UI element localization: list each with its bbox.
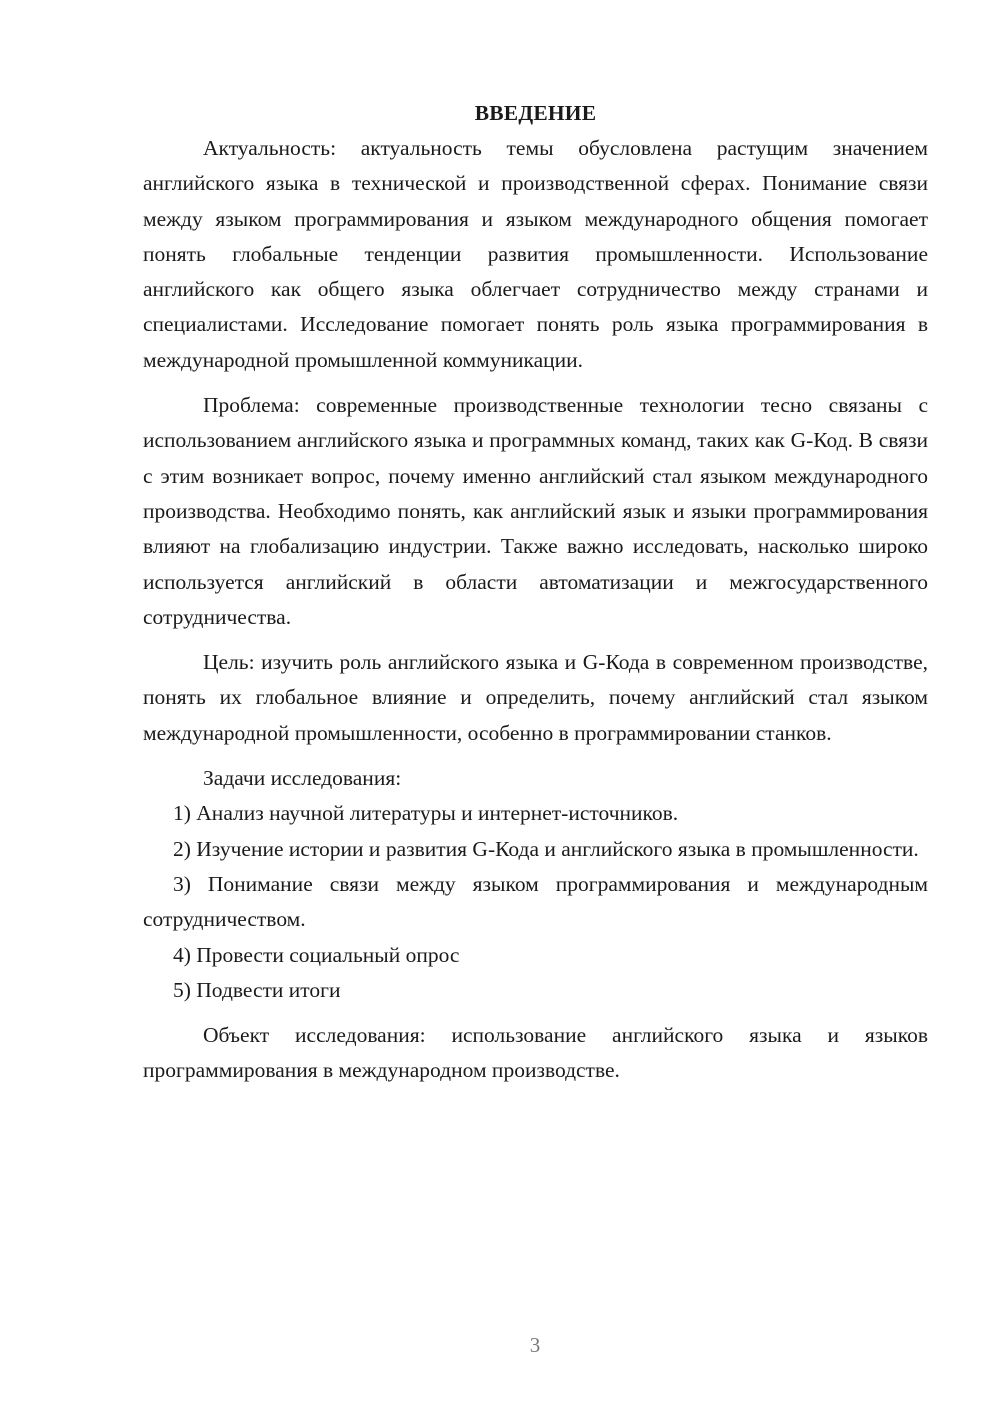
task-item-2: 2) Изучение истории и развития G-Кода и английского языка в промышленности. xyxy=(173,836,919,861)
page-content xyxy=(143,96,928,1089)
task-item-5: 5) Подвести итоги xyxy=(173,977,341,1002)
task-item-4: 4) Провести социальный опрос xyxy=(173,942,460,967)
page-number: 3 xyxy=(529,1333,541,1357)
task-item-1: 1) Анализ научной литературы и интернет-источников. xyxy=(173,801,679,826)
tasks-heading: Задачи исследования: xyxy=(203,766,402,791)
task-item-3: 3) Понимание связи между языком программирования и международным сотрудничеством. xyxy=(143,871,928,932)
object-paragraph: Объект исследования: использование английского языка и языков программирования в международном производстве. xyxy=(143,1023,928,1083)
relevance-paragraph: Актуальность: актуальность темы обусловлена растущим значением английского языка в технической и производственной сферах. Понимание связи между языком программирования и языком международного общения помогает понять глобальные тенденции развития промышленности. Использование английского как общего языка облегчает сотрудничество между странами и специалистами. Исследование помогает понять роль языка программирования в международной промышленной коммуникации. xyxy=(143,136,928,372)
problem-paragraph: Проблема: современные производственные технологии тесно связаны с использованием английского языка и программных команд, таких как G-Код. В связи с этим возникает вопрос, почему именно английский стал языком международного производства. Необходимо понять, как английский язык и языки программирования влияют на глобализацию индустрии. Также важно исследовать, насколько широко используется английский в области автоматизации и межгосударственного сотрудничества. xyxy=(143,393,928,629)
section-title: ВВЕДЕНИЕ xyxy=(474,101,597,125)
goal-paragraph: Цель: изучить роль английского языка и G-Кода в современном производстве, понять их глобальное влияние и определить, почему английский стал языком международной промышленности, особенно в программировании станков. xyxy=(143,650,928,745)
